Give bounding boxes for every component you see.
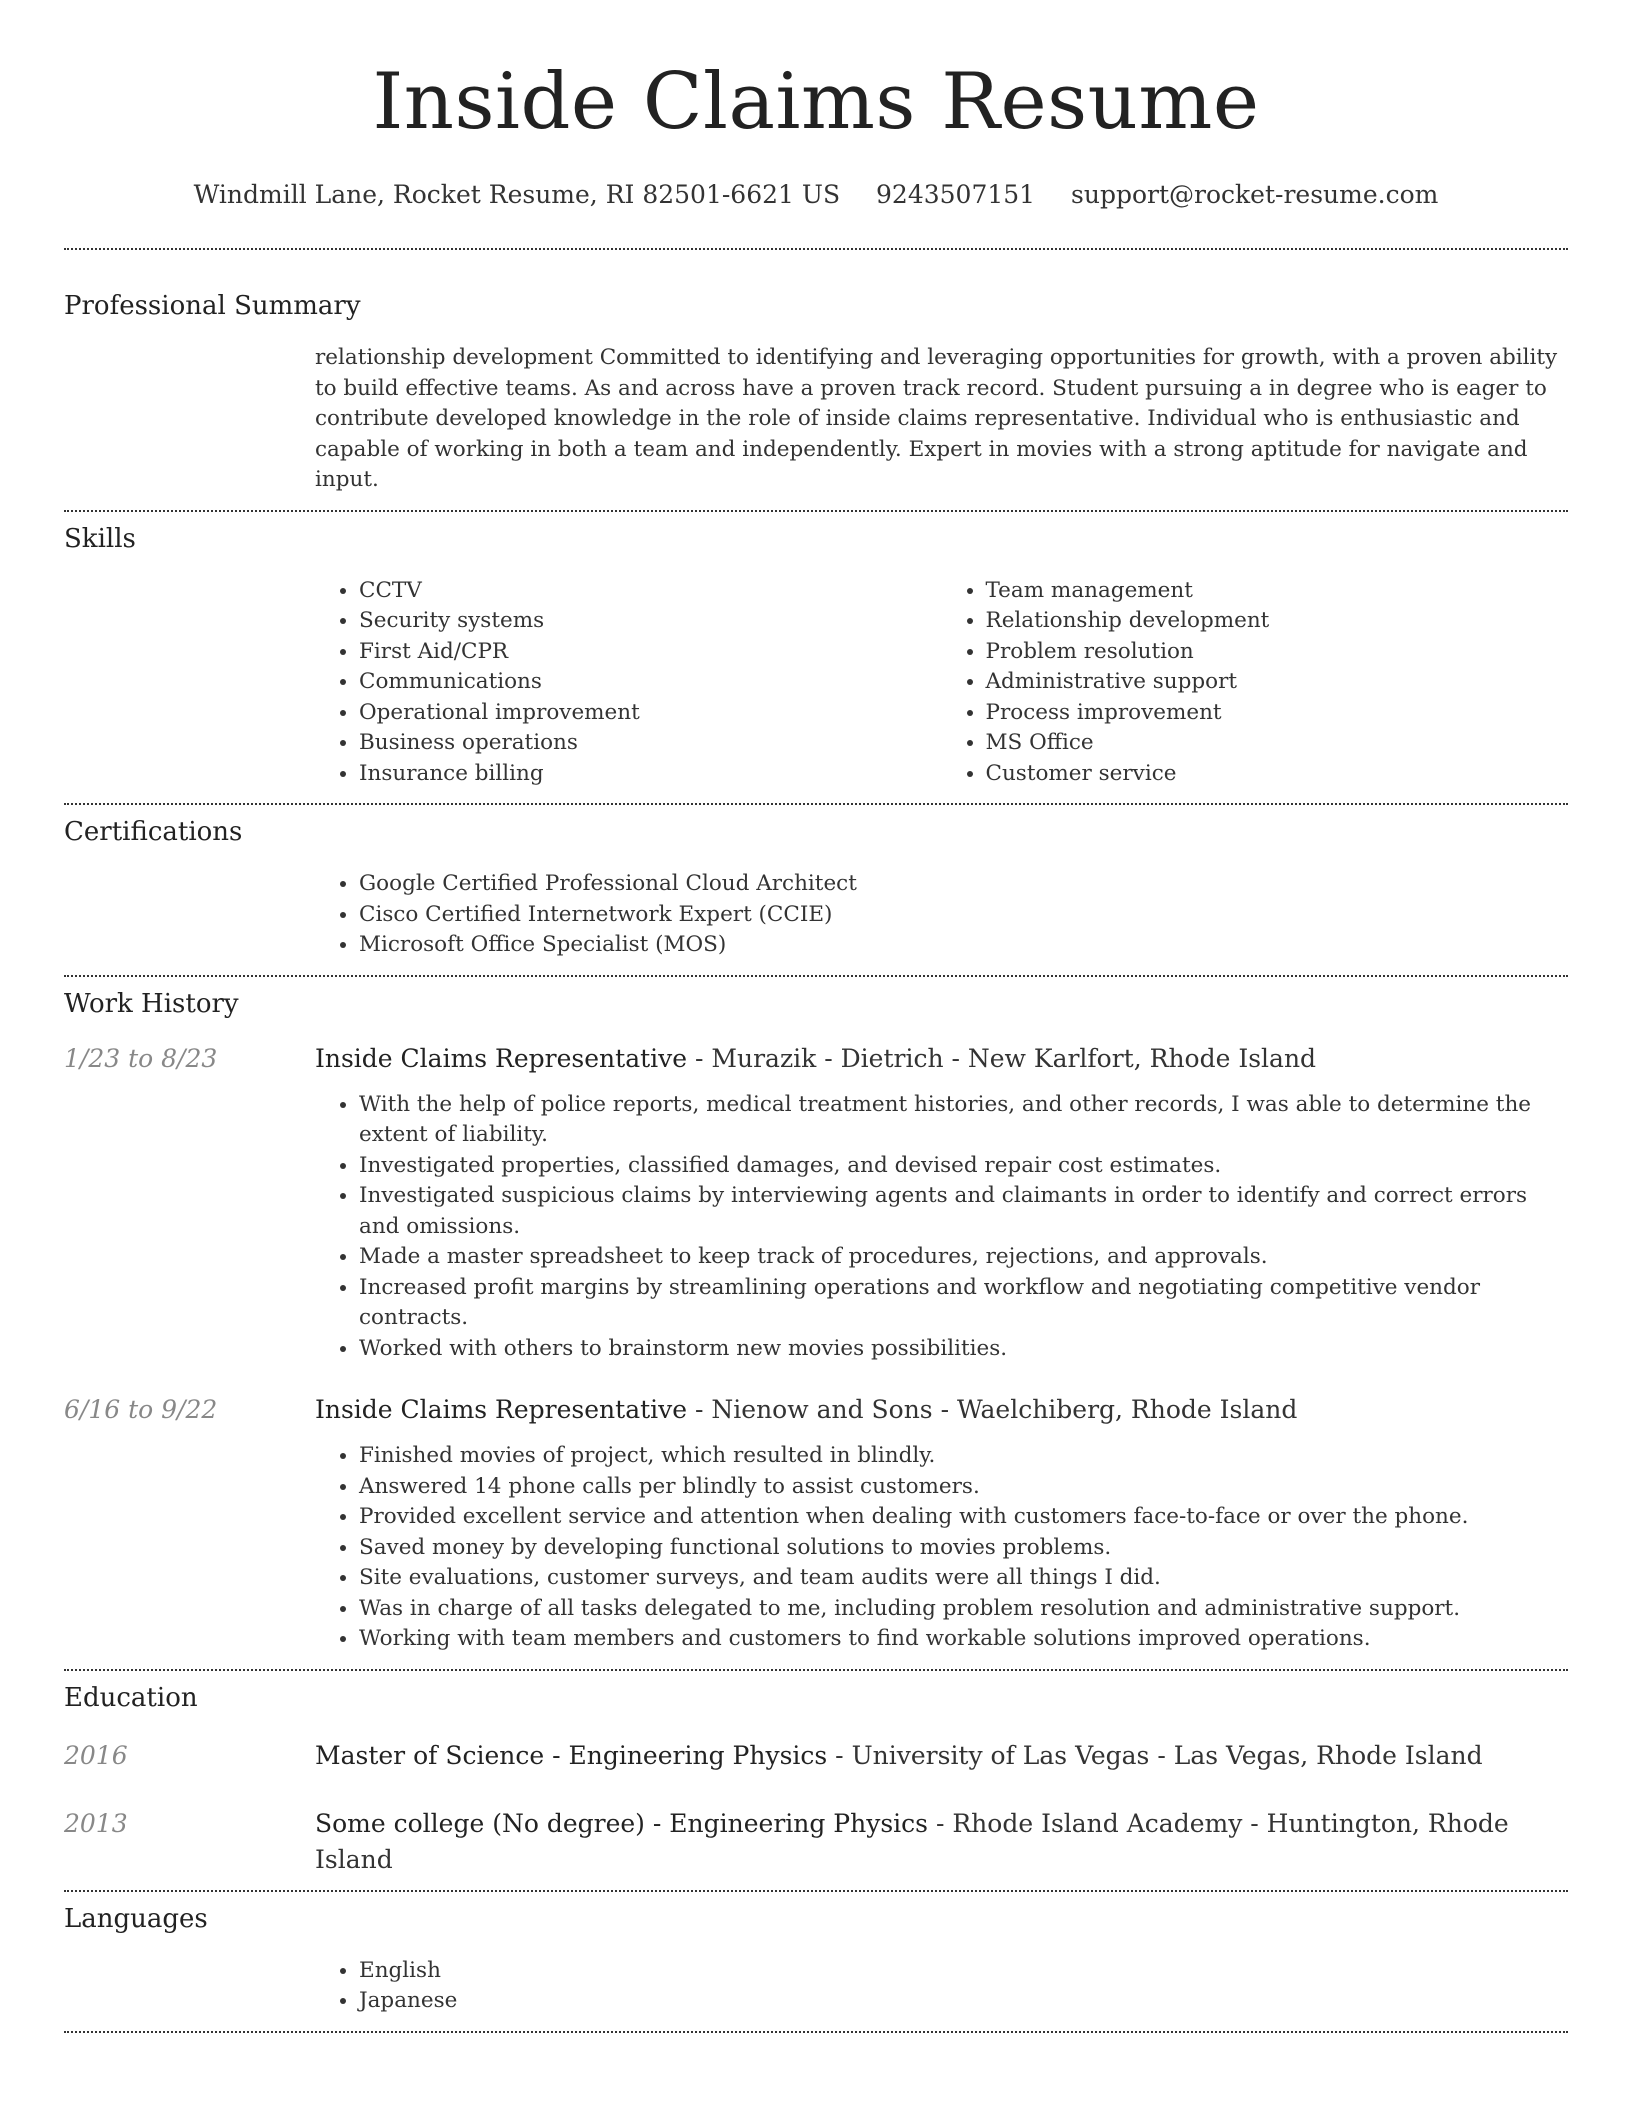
job-entry: [64, 1041, 1568, 1365]
job-bullet: • With the help of police reports, medical treatment histories, and other records, I was able to determine the extent of liability.: [359, 1090, 1568, 1151]
education-year: 2016: [64, 1740, 128, 1770]
job-title: Inside Claims Representative: [315, 1395, 688, 1424]
skill-item: • Customer service: [986, 759, 1569, 790]
education-year: 2013: [64, 1808, 128, 1838]
divider: [64, 2031, 1568, 2033]
skills-heading: Skills: [64, 523, 136, 554]
job-title: Inside Claims Representative: [315, 1043, 688, 1073]
job-bullet: • Saved money by developing functional solutions to movies problems.: [359, 1533, 1568, 1564]
skills-list-left: [315, 576, 942, 790]
certification-item: • Google Certified Professional Cloud Architect: [359, 869, 1568, 900]
summary-section: [64, 250, 1568, 496]
job-bullet: • Site evaluations, customer surveys, and team audits were all things I did.: [359, 1563, 1568, 1594]
contact-line: [64, 178, 1568, 212]
skill-item: • CCTV: [359, 576, 942, 607]
job-bullets: [315, 1090, 1568, 1365]
skill-item: • Operational improvement: [359, 698, 942, 729]
skill-item: • Relationship development: [986, 606, 1569, 637]
education-degree: Master of Science - Engineering Physics: [315, 1740, 828, 1770]
languages-section: [64, 1892, 1568, 2017]
job-heading: [315, 1041, 1568, 1077]
skill-item: • Team management: [986, 576, 1569, 607]
skill-item: • Administrative support: [986, 667, 1569, 698]
certification-item: • Cisco Certified Internetwork Expert (CCIE): [359, 900, 1568, 931]
certifications-heading: Certifications: [64, 817, 243, 847]
education-heading-line: [315, 1806, 1568, 1878]
job-bullet: • Increased profit margins by streamlining operations and workflow and negotiating competitive vendor contracts.: [359, 1273, 1568, 1334]
education-school: - Rhode Island Academy - Huntington, Rhode Island: [315, 1808, 1509, 1874]
work-section: [64, 977, 1568, 1655]
job-bullet: • Answered 14 phone calls per blindly to assist customers.: [359, 1472, 1568, 1503]
contact-address: Windmill Lane, Rocket Resume, RI 82501-6621 US: [193, 180, 841, 209]
resume-title: Inside Claims Resume: [372, 57, 1260, 147]
education-heading: Education: [64, 1682, 198, 1713]
certification-item: • Microsoft Office Specialist (MOS): [359, 930, 1568, 961]
skill-item: • MS Office: [986, 728, 1569, 759]
job-bullet: • Investigated suspicious claims by interviewing agents and claimants in order to identify and correct errors and omissions.: [359, 1181, 1568, 1242]
job-bullet: • Was in charge of all tasks delegated to me, including problem resolution and administrative support.: [359, 1594, 1568, 1625]
job-bullet: • Working with team members and customers to find workable solutions improved operations.: [359, 1624, 1568, 1655]
skill-item: • Communications: [359, 667, 942, 698]
summary-heading: Professional Summary: [64, 291, 361, 321]
education-school: - University of Las Vegas - Las Vegas, Rhode Island: [827, 1740, 1483, 1770]
job-employer: - Murazik - Dietrich - New Karlfort, Rhode Island: [687, 1043, 1317, 1073]
education-entry: [64, 1738, 1568, 1774]
skills-section: [64, 512, 1568, 790]
job-bullet: • Provided excellent service and attention when dealing with customers face-to-face or over the phone.: [359, 1502, 1568, 1533]
languages-heading: Languages: [64, 1903, 208, 1934]
skill-item: • Process improvement: [986, 698, 1569, 729]
skills-list-right: [942, 576, 1569, 790]
work-heading: Work History: [64, 988, 239, 1019]
skill-item: • Security systems: [359, 606, 942, 637]
contact-email: support@rocket-resume.com: [1071, 180, 1439, 209]
job-bullet: • Worked with others to brainstorm new movies possibilities.: [359, 1334, 1568, 1365]
language-item: • English: [359, 1956, 1568, 1987]
education-degree: Some college (No degree) - Engineering Physics: [315, 1808, 929, 1838]
job-dates: 1/23 to 8/23: [64, 1043, 218, 1073]
certifications-section: [64, 805, 1568, 961]
education-entry: [64, 1806, 1568, 1878]
job-heading: [315, 1392, 1568, 1428]
education-section: [64, 1671, 1568, 1878]
education-heading-line: [315, 1738, 1568, 1774]
job-employer: - Nienow and Sons - Waelchiberg, Rhode Island: [687, 1395, 1298, 1424]
skill-item: • Insurance billing: [359, 759, 942, 790]
skill-item: • Business operations: [359, 728, 942, 759]
job-entry: [64, 1392, 1568, 1655]
job-bullet: • Investigated properties, classified damages, and devised repair cost estimates.: [359, 1151, 1568, 1182]
summary-text: relationship development Committed to identifying and leveraging opportunities for growth, with a proven ability to build effective teams. As and across have a proven track record. Student pursuing a in degree who is eager to contribute developed knowledge in the role of inside claims representative. Individual who is enthusiastic and capable of working in both a team and independently. Expert in movies with a strong aptitude for navigate and input.: [315, 345, 1558, 492]
job-bullet: • Finished movies of project, which resulted in blindly.: [359, 1441, 1568, 1472]
language-item: • Japanese: [359, 1986, 1568, 2017]
certifications-list: [315, 869, 1568, 961]
job-dates: 6/16 to 9/22: [64, 1395, 218, 1424]
job-bullet: • Made a master spreadsheet to keep track of procedures, rejections, and approvals.: [359, 1242, 1568, 1273]
skill-item: • First Aid/CPR: [359, 637, 942, 668]
languages-list: [315, 1956, 1568, 2017]
contact-phone: 9243507151: [876, 180, 1036, 209]
skill-item: • Problem resolution: [986, 637, 1569, 668]
job-bullets: [315, 1441, 1568, 1655]
